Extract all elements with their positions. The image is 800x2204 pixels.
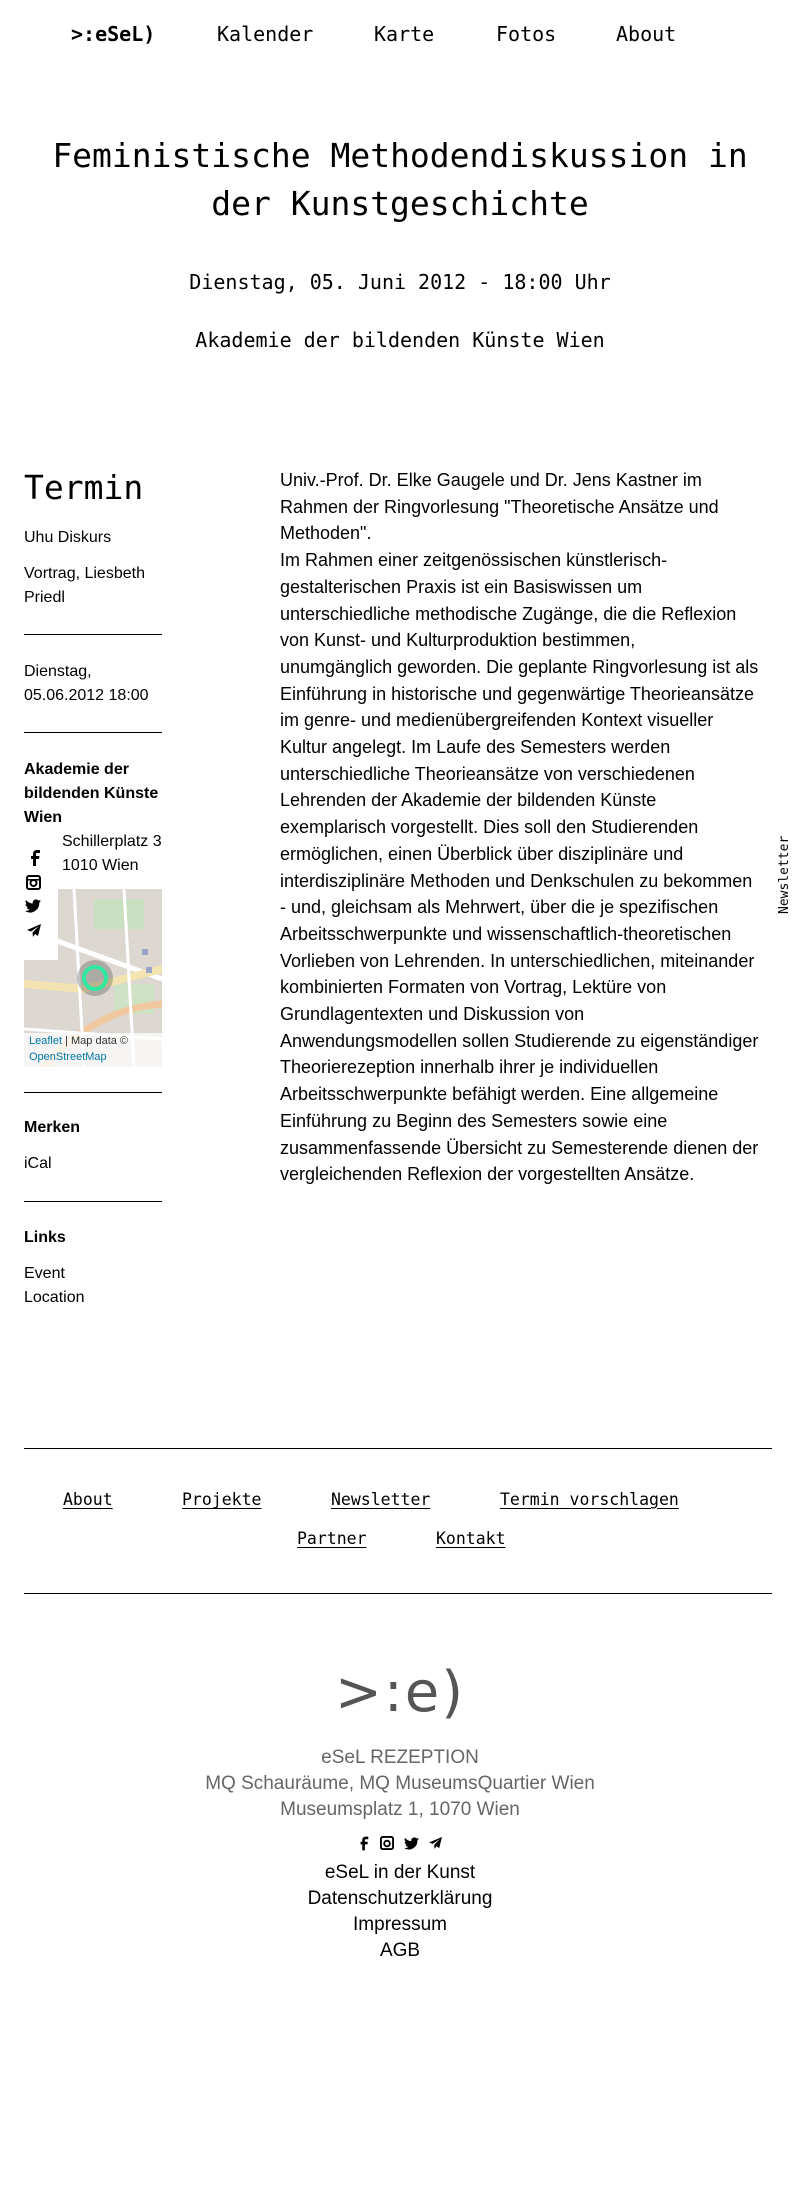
osm-link[interactable]: OpenStreetMap — [29, 1051, 107, 1063]
description-line: Rahmen der Ringvorlesung "Theoretische Ansätze und — [280, 496, 719, 517]
event-type — [24, 562, 162, 610]
attribution-text: | Map data © — [65, 1035, 129, 1047]
address-line: Schillerplatz 3 — [62, 833, 162, 850]
title-line: der Kunstgeschichte — [211, 184, 589, 223]
facebook-icon[interactable] — [28, 850, 42, 866]
map-attribution — [24, 1033, 162, 1067]
newsletter-tab[interactable] — [772, 835, 800, 916]
description-line: Einführung zu Beginn des Semesters sowie eine — [280, 1110, 668, 1131]
date-line: Dienstag, — [24, 663, 92, 680]
location-name: Akademie der bildenden Künste Wien — [24, 761, 159, 826]
footer-logo: >:e) — [334, 1660, 466, 1725]
footer-partner[interactable]: Partner — [297, 1529, 367, 1548]
footer-social — [358, 1835, 448, 1851]
footer-impressum[interactable]: Impressum — [353, 1914, 447, 1935]
links-heading: Links — [24, 1229, 66, 1246]
logo-link[interactable]: >:eSeL) — [71, 22, 156, 46]
nav-karte[interactable]: Karte — [374, 22, 435, 46]
description-line: Univ.-Prof. Dr. Elke Gaugele und Dr. Jens Kastner im — [280, 470, 702, 490]
description-line: im genre- und medienübergreifenden Kontext visueller — [280, 710, 714, 731]
date-line: 05.06.2012 18:00 — [24, 687, 149, 704]
sidebar-date — [24, 660, 162, 708]
footer-termin-vorschlagen[interactable]: Termin vorschlagen — [500, 1490, 679, 1509]
event-type-line: Vortrag, Liesbeth — [24, 565, 145, 582]
description-line: gestalterischen Praxis ist ein Basiswissen um — [280, 576, 643, 597]
newsletter-tab-label: Newsletter — [777, 835, 792, 914]
description-line: Vorlieben von Lehrenden. In unterschiedlichen, miteinander — [280, 950, 755, 971]
footer-esel-in-der-kunst[interactable]: eSeL in der Kunst — [324, 1862, 476, 1883]
event-venue: Akademie der bildenden Künste Wien — [195, 328, 605, 352]
footer-about[interactable]: About — [63, 1490, 113, 1509]
divider — [24, 1201, 162, 1202]
description-line: Grundlagentexten und Diskussion von — [280, 1004, 585, 1025]
page-title — [0, 132, 800, 228]
nav-about[interactable]: About — [616, 22, 677, 46]
description-line: unumgänglich geworden. Die geplante Ringvorlesung ist als — [280, 656, 759, 677]
location-address — [62, 830, 162, 878]
instagram-icon[interactable] — [380, 1836, 394, 1850]
description-line: Lehrenden der Akademie der bildenden Künste — [280, 790, 657, 811]
nav-fotos[interactable]: Fotos — [496, 22, 557, 46]
description-line: Arbeitsschwerpunkte befähigt werden. Eine allgemeine — [280, 1084, 719, 1105]
description-line: von Kunst- und Kulturproduktion bestimmen, — [280, 630, 636, 651]
description-line: zusammenfassende Übersicht zu Semesterende dienen der — [280, 1137, 759, 1158]
footer-datenschutz[interactable]: Datenschutzerklärung — [307, 1888, 493, 1909]
title-line: Feministische Methodendiskussion in — [52, 136, 748, 175]
twitter-icon[interactable] — [404, 1837, 419, 1850]
telegram-icon[interactable] — [27, 924, 41, 937]
description-line: vergleichenden Reflexion der vorgestellten Ansätze. — [280, 1164, 695, 1185]
description-line: - und, gleichsam als Mehrwert, über die je spezifischen — [280, 897, 719, 918]
description-line: unterschiedliche methodische Zugänge, die die Reflexion — [280, 603, 737, 624]
footer-address-line: Museumsplatz 1, 1070 Wien — [280, 1799, 520, 1820]
nav-kalender[interactable]: Kalender — [217, 22, 314, 46]
leaflet-link[interactable]: Leaflet — [29, 1035, 63, 1047]
sidebar-heading: Termin — [24, 468, 144, 507]
footer-divider — [24, 1448, 772, 1449]
footer-bottom-links — [0, 1860, 800, 1964]
divider — [24, 732, 162, 733]
ical-link[interactable]: iCal — [24, 1155, 52, 1172]
organizer: Uhu Diskurs — [24, 529, 112, 546]
description-line: exemplarisch vorgestellt. Dies soll den Studierenden — [280, 817, 699, 838]
description-line: Methoden". — [280, 523, 372, 544]
telegram-icon[interactable] — [429, 1837, 442, 1849]
footer-address-line: MQ Schauräume, MQ MuseumsQuartier Wien — [205, 1773, 595, 1794]
description-line: Arbeitsschwerpunkte und wissenschaftlich-theoretischen — [280, 923, 732, 944]
footer-newsletter[interactable]: Newsletter — [331, 1490, 431, 1509]
description-line: Kultur angelegt. Im Laufe des Semesters werden — [280, 737, 671, 758]
instagram-icon[interactable] — [26, 875, 41, 890]
footer-agb[interactable]: AGB — [379, 1940, 421, 1961]
footer-address — [0, 1745, 800, 1823]
description-line: kombinierten Formaten von Vortrag, Lektüre von — [280, 977, 667, 998]
description-line: Einführung in historische und gegenwärtige Theorieansätze — [280, 683, 754, 704]
event-description — [280, 467, 770, 1188]
event-type-line: Priedl — [24, 589, 65, 606]
footer-projekte[interactable]: Projekte — [182, 1490, 262, 1509]
event-link[interactable]: Event — [24, 1265, 65, 1282]
description-line: ermöglichen, einen Überblick über disziplinäre und — [280, 843, 684, 864]
location-link[interactable]: Location — [24, 1289, 85, 1306]
footer-divider — [24, 1593, 772, 1594]
facebook-icon[interactable] — [358, 1836, 370, 1851]
footer-kontakt[interactable]: Kontakt — [436, 1529, 506, 1548]
social-share-bar — [24, 840, 58, 960]
description-line: Anwendungsmodellen sollen Studierende zu eigenständiger — [280, 1030, 759, 1051]
divider — [24, 634, 162, 635]
merken-heading: Merken — [24, 1119, 81, 1136]
twitter-icon[interactable] — [25, 899, 41, 913]
footer-org: eSeL REZEPTION — [321, 1747, 479, 1768]
event-datetime: Dienstag, 05. Juni 2012 - 18:00 Uhr — [189, 270, 611, 294]
description-line: interdisziplinäre Methoden und Denkschulen zu bekommen — [280, 870, 753, 891]
description-line: Theorierezeption innerhalb ihrer je individuellen — [280, 1057, 659, 1078]
description-line: unterschiedliche Theorieansätze von verschiedenen — [280, 763, 695, 784]
divider — [24, 1092, 162, 1093]
description-line: Im Rahmen einer zeitgenössischen künstlerisch- — [280, 550, 668, 571]
address-line: 1010 Wien — [62, 857, 139, 874]
